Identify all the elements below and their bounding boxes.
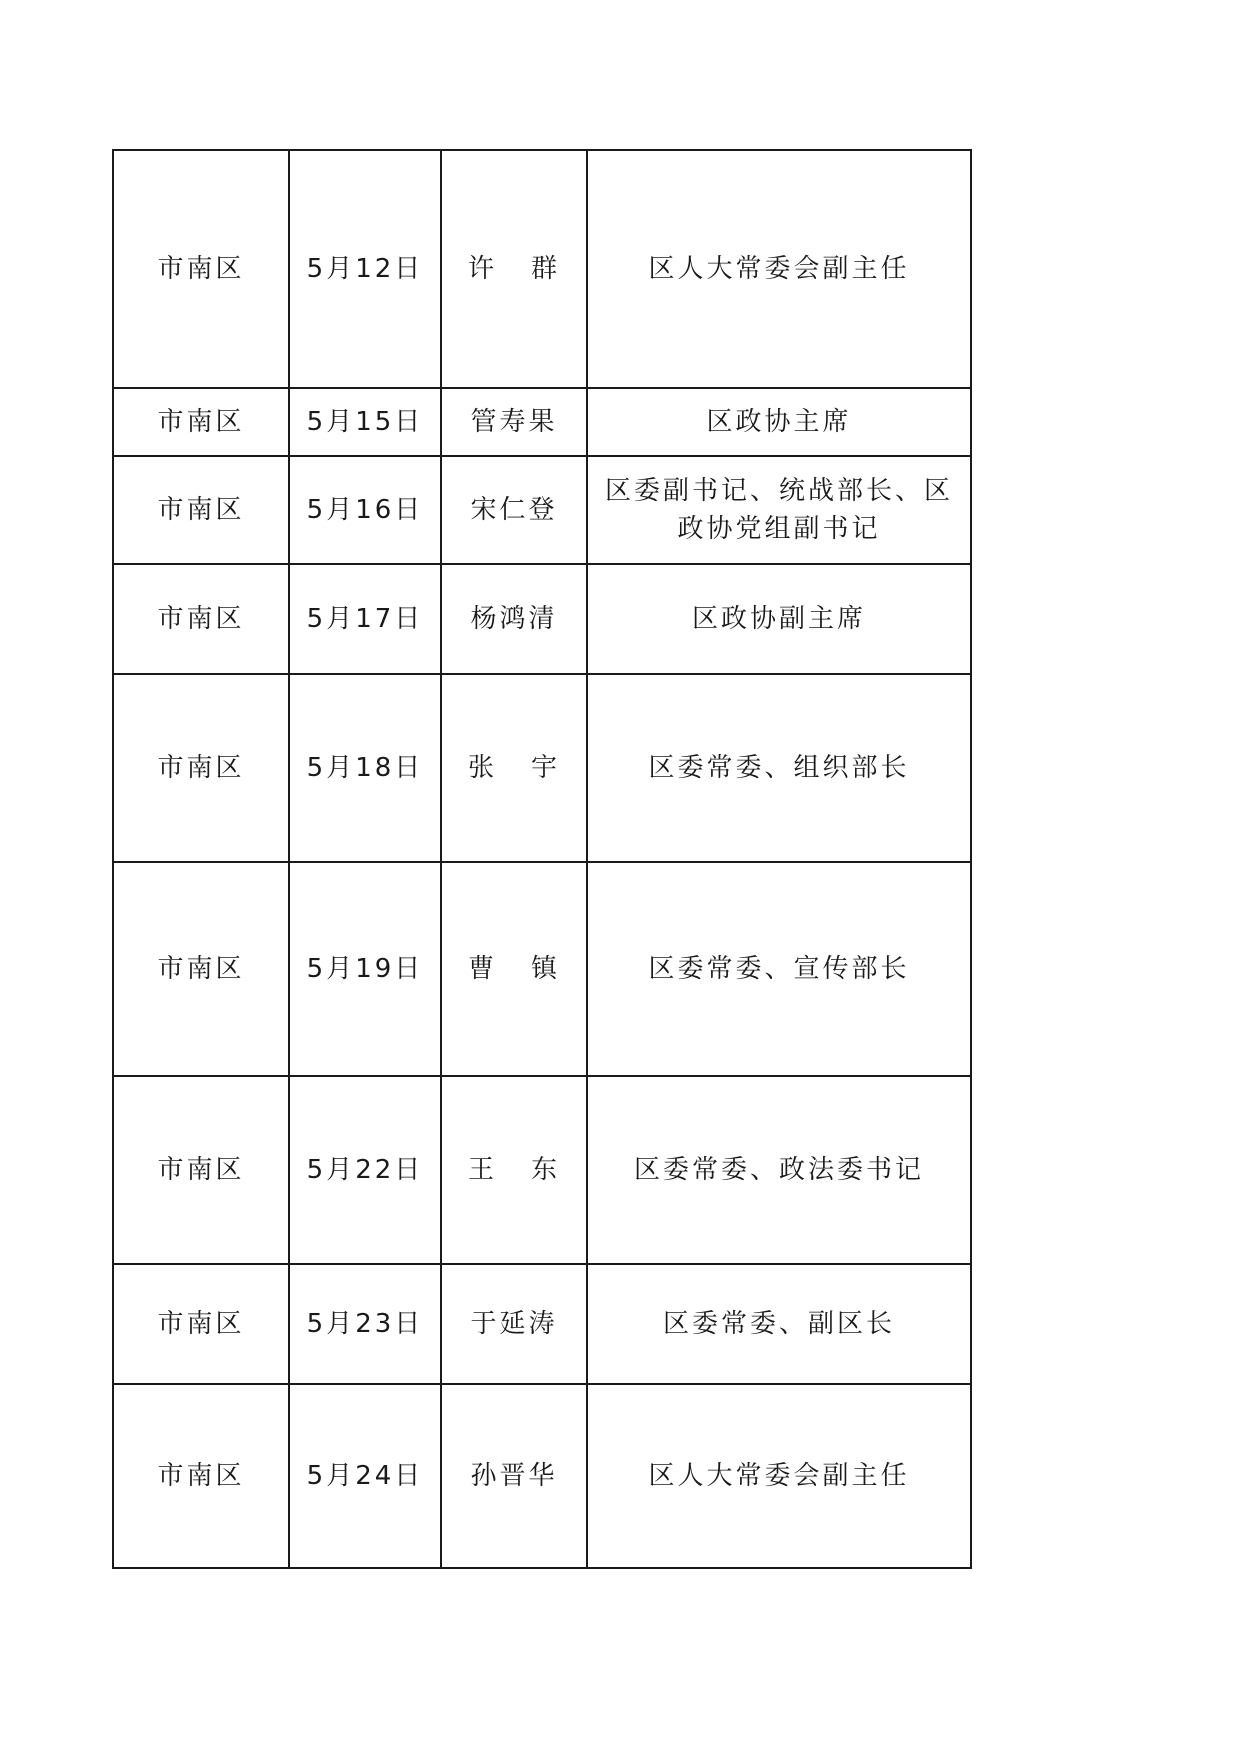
table-row xyxy=(113,1076,971,1264)
name-part: 群 xyxy=(531,254,561,284)
table-row xyxy=(113,564,971,674)
table-row xyxy=(113,674,971,862)
position-cell: 区政协副主席 xyxy=(587,564,971,674)
position-cell xyxy=(587,456,971,564)
date-cell: 5月24日 xyxy=(289,1384,441,1568)
name-cell xyxy=(441,150,587,388)
district-cell: 市南区 xyxy=(113,674,289,862)
district-cell: 市南区 xyxy=(113,564,289,674)
schedule-table xyxy=(112,149,972,1569)
name-part: 曹 xyxy=(467,954,497,984)
position-cell: 区委常委、宣传部长 xyxy=(587,862,971,1076)
name-part: 王 xyxy=(467,1155,497,1185)
name-cell: 管寿果 xyxy=(441,388,587,456)
position-cell: 区人大常委会副主任 xyxy=(587,150,971,388)
name-cell: 杨鸿清 xyxy=(441,564,587,674)
district-cell: 市南区 xyxy=(113,1076,289,1264)
district-cell: 市南区 xyxy=(113,862,289,1076)
table-row xyxy=(113,456,971,564)
district-cell: 市南区 xyxy=(113,456,289,564)
name-part: 镇 xyxy=(531,954,561,984)
district-cell: 市南区 xyxy=(113,388,289,456)
date-cell: 5月18日 xyxy=(289,674,441,862)
name-part: 许 xyxy=(467,254,497,284)
position-cell: 区政协主席 xyxy=(587,388,971,456)
position-cell: 区人大常委会副主任 xyxy=(587,1384,971,1568)
date-cell: 5月22日 xyxy=(289,1076,441,1264)
date-cell: 5月16日 xyxy=(289,456,441,564)
table-row xyxy=(113,862,971,1076)
date-cell: 5月12日 xyxy=(289,150,441,388)
district-cell: 市南区 xyxy=(113,1384,289,1568)
district-cell: 市南区 xyxy=(113,150,289,388)
position-cell: 区委常委、副区长 xyxy=(587,1264,971,1384)
name-cell: 宋仁登 xyxy=(441,456,587,564)
table-row xyxy=(113,1264,971,1384)
position-cell: 区委常委、组织部长 xyxy=(587,674,971,862)
date-cell: 5月23日 xyxy=(289,1264,441,1384)
name-part: 东 xyxy=(531,1155,561,1185)
name-cell xyxy=(441,674,587,862)
name-cell: 于延涛 xyxy=(441,1264,587,1384)
name-cell xyxy=(441,862,587,1076)
table-row xyxy=(113,1384,971,1568)
name-cell: 孙晋华 xyxy=(441,1384,587,1568)
position-cell: 区委常委、政法委书记 xyxy=(587,1076,971,1264)
table-row xyxy=(113,150,971,388)
name-part: 张 xyxy=(467,753,497,783)
table-row xyxy=(113,388,971,456)
position-line: 区委副书记、统战部长、区 xyxy=(604,476,953,506)
date-cell: 5月19日 xyxy=(289,862,441,1076)
district-cell: 市南区 xyxy=(113,1264,289,1384)
date-cell: 5月17日 xyxy=(289,564,441,674)
name-cell xyxy=(441,1076,587,1264)
position-line: 政协党组副书记 xyxy=(677,514,881,544)
name-part: 宇 xyxy=(531,753,561,783)
date-cell: 5月15日 xyxy=(289,388,441,456)
